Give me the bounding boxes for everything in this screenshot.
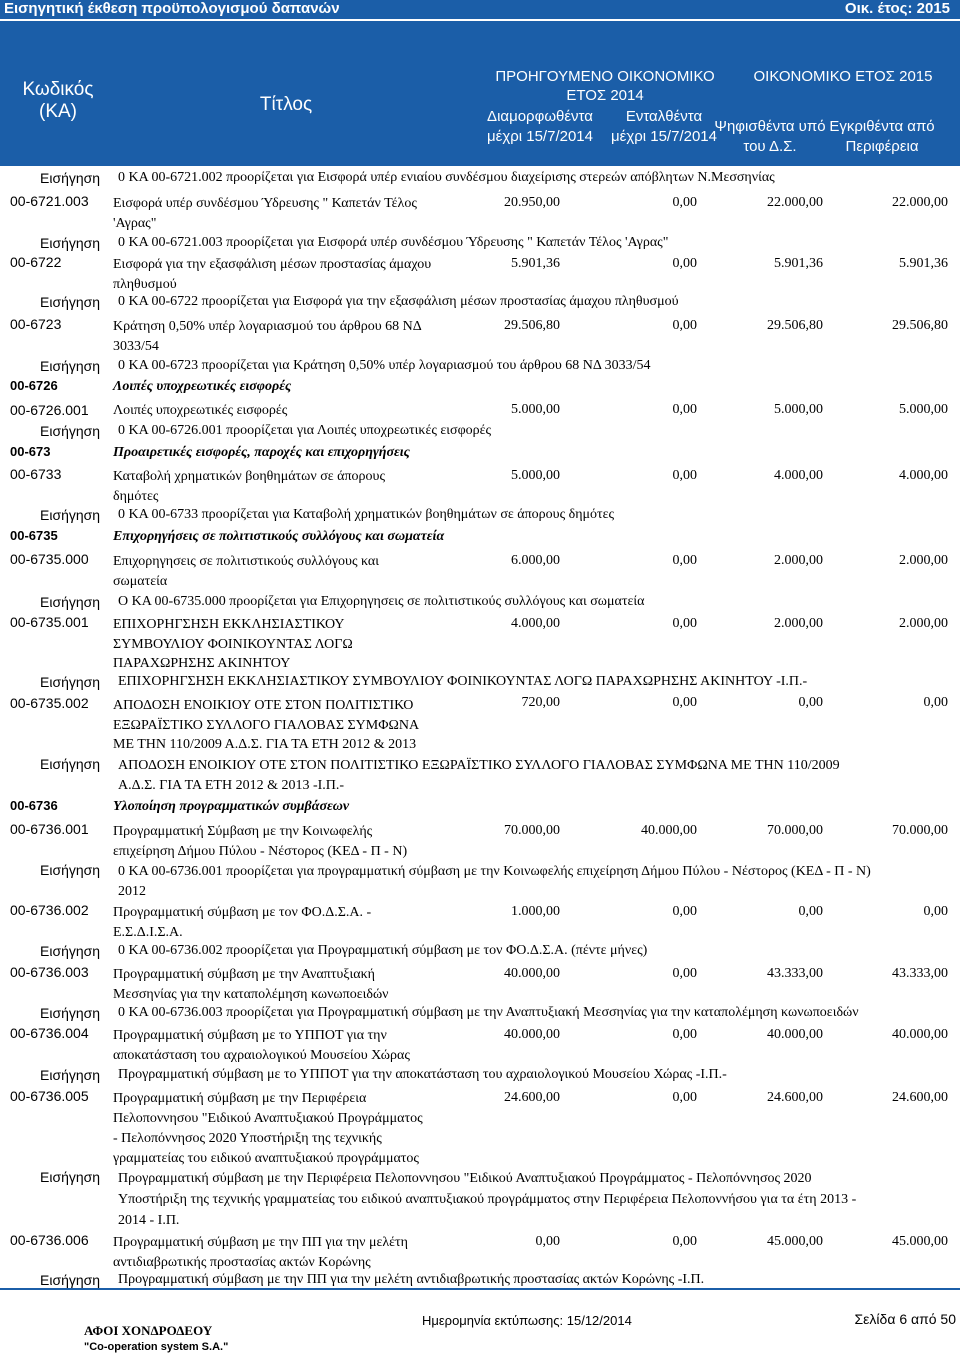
row-code: 00-6735.000 <box>10 551 89 567</box>
value-committed: 0,00 <box>672 195 697 210</box>
value-approved: 0,00 <box>923 904 948 919</box>
row-code: 00-6736.001 <box>10 821 89 837</box>
value-voted: 5.000,00 <box>774 402 823 417</box>
note-label: Εισήγηση <box>40 674 101 690</box>
value-formed: 5.901,36 <box>511 256 560 271</box>
value-committed: 0,00 <box>672 318 697 333</box>
note-label: Εισήγηση <box>40 507 101 523</box>
value-voted: 2.000,00 <box>774 616 823 631</box>
row-title-line2: αντιδιαβρωτικής προστασίας ακτών Κορώνης <box>113 1255 371 1270</box>
note-text-line2: Α.Δ.Σ. ΓΙΑ ΤΑ ΕΤΗ 2012 & 2013 -Ι.Π.- <box>118 778 345 793</box>
category-code: 00-6736 <box>10 798 58 813</box>
col-formed-label-2: μέχρι 15/7/2014 <box>487 128 593 145</box>
note-text: Προγραμματική σύμβαση με την ΠΠ για την μελέτη αντιδιαβρωτικής προστασίας ακτών Κορώνης -Ι.Π. <box>118 1272 705 1287</box>
prev-year-label-1: ΠΡΟΗΓΟΥΜΕΝΟ ΟΙΚΟΝΟΜΙΚΟ <box>495 68 715 85</box>
page-footer <box>0 1288 960 1356</box>
col-approved-header <box>812 117 952 157</box>
row-title: ΕΠΙΧΟΡΗΓΣΗΣΗ ΕΚΚΛΗΣΙΑΣΤΙΚΟΥ <box>113 617 345 632</box>
col-approved-label-2: Περιφέρεια <box>845 138 919 155</box>
note-text: 0 ΚΑ 00-6723 προορίζεται για Κράτηση 0,50% υπέρ λογαριασμού του άρθρου 68 ΝΔ 3033/54 <box>118 358 651 373</box>
value-voted: 22.000,00 <box>767 195 823 210</box>
row-code: 00-6736.003 <box>10 964 89 980</box>
row-code: 00-6723 <box>10 316 62 332</box>
row-title-line3: - Πελοπόννησος 2020 Υποστήριξη της τεχνικής <box>113 1131 382 1146</box>
value-approved: 45.000,00 <box>892 1234 948 1249</box>
category-code: 00-673 <box>10 444 51 459</box>
row-title: Προγραμματική σύμβαση με την Αναπτυξιακή <box>113 967 376 982</box>
company-name: ΑΦΟΙ ΧΟΝΔΡΟΔΕΟΥ <box>84 1323 213 1338</box>
note-text: 0 ΚΑ 00-6736.003 προορίζεται για Προγραμματική σύμβαση με την Αναπτυξιακή Μεσσηνίας για την καταπολέμηση κωνωποειδών <box>118 1005 859 1020</box>
table-header <box>0 21 960 166</box>
value-committed: 0,00 <box>672 468 697 483</box>
note-label: Εισήγηση <box>40 358 101 374</box>
col-formed-header <box>470 107 610 147</box>
col-approved-label-1: Εγκριθέντα από <box>829 118 935 135</box>
row-title: Εισφορά υπέρ συνδέσμου Ύδρευσης " Καπετάν Τέλος <box>113 196 417 211</box>
row-title: Προγραμματική Σύμβαση με την Κοινωφελής <box>113 824 373 839</box>
value-committed: 0,00 <box>672 402 697 417</box>
value-approved: 24.600,00 <box>892 1090 948 1105</box>
report-title: Εισηγητική έκθεση προϋπολογισμού δαπανών <box>4 0 340 17</box>
row-code: 00-6726.001 <box>10 402 89 418</box>
row-code: 00-6733 <box>10 466 62 482</box>
note-label: Εισήγηση <box>40 943 101 959</box>
system-name: "Co-operation system S.A." <box>84 1341 229 1353</box>
value-approved: 43.333,00 <box>892 966 948 981</box>
note-text: 0 ΚΑ 00-6721.003 προορίζεται για Εισφορά υπέρ συνδέσμου Ύδρευσης " Καπετάν Τέλος 'Αγρας" <box>118 235 669 250</box>
value-approved: 0,00 <box>923 695 948 710</box>
note-text: 0 ΚΑ 00-6736.001 προορίζεται για προγραμματική σύμβαση με την Κοινωφελής επιχείρηση Δήμου Πύλου - Νέστορος (ΚΕΔ - Π - Ν) <box>118 864 871 879</box>
note-text: Ο ΚΑ 00-6735.000 προορίζεται για Επιχορηγησεις σε πολιτιστικούς συλλόγους και σωματεία <box>118 594 645 609</box>
value-approved: 29.506,80 <box>892 318 948 333</box>
row-title-line2: Μεσσηνίας για την καταπολέμηση κωνωποειδών <box>113 987 389 1002</box>
row-code: 00-6721.003 <box>10 193 89 209</box>
value-formed: 1.000,00 <box>511 904 560 919</box>
note-text: 0 ΚΑ 00-6733 προορίζεται για Καταβολή χρηματικών βοηθημάτων σε άπορους δημότες <box>118 507 615 522</box>
note-text: Προγραμματική σύμβαση με την Περιφέρεια Πελοποννησου "Ειδικού Αναπτυξιακού Προγράμματος - Πελοπόννησος 2020 <box>118 1171 812 1186</box>
row-title: Προγραμματική σύμβαση με το ΥΠΠΟΤ για την <box>113 1028 387 1043</box>
fiscal-year: Οικ. έτος: 2015 <box>844 0 950 17</box>
col-title-header: Τίτλος <box>259 94 313 115</box>
page-number: Σελίδα 6 από 50 <box>854 1311 956 1327</box>
value-approved: 5.000,00 <box>899 402 948 417</box>
note-label: Εισήγηση <box>40 1169 101 1185</box>
row-code: 00-6735.001 <box>10 614 89 630</box>
value-formed: 20.950,00 <box>504 195 560 210</box>
row-title: Εισφορά για την εξασφάλιση μέσων προστασίας άμαχου <box>113 257 432 272</box>
value-voted: 45.000,00 <box>767 1234 823 1249</box>
row-title: Προγραμματική σύμβαση με την Περιφέρεια <box>113 1091 367 1106</box>
note-text: ΕΠΙΧΟΡΗΓΣΗΣΗ ΕΚΚΛΗΣΙΑΣΤΙΚΟΥ ΣΥΜΒΟΥΛΙΟΥ ΦΟΙΝΙΚΟΥΝΤΑΣ ΛΟΓΩ ΠΑΡΑΧΩΡΗΣΗΣ ΑΚΙΝΗΤΟΥ -Ι.Π.- <box>118 674 808 689</box>
value-committed: 0,00 <box>672 1234 697 1249</box>
row-title: ΑΠΟΔΟΣΗ ΕΝΟΙΚΙΟΥ ΟΤΕ ΣΤΟΝ ΠΟΛΙΤΙΣΤΙΚΟ <box>113 698 414 713</box>
note-label: Εισήγηση <box>40 1005 101 1021</box>
value-committed: 0,00 <box>672 904 697 919</box>
note-text-line2: 2012 <box>118 884 146 899</box>
value-committed: 0,00 <box>672 256 697 271</box>
col-code-header <box>18 79 98 123</box>
row-code: 00-6722 <box>10 254 62 270</box>
note-text-line2: Υποστήριξη της τεχνικής γραμματείας του ειδικού αναπτυξιακού προγράμματος στην Περιφέρεια Πελοποννήσου για τα έτη 2013 - <box>118 1192 857 1207</box>
value-formed: 40.000,00 <box>504 966 560 981</box>
note-label: Εισήγηση <box>40 1067 101 1083</box>
note-label: Εισήγηση <box>40 1272 101 1288</box>
prev-year-label-2: ΕΤΟΣ 2014 <box>566 87 644 104</box>
value-approved: 2.000,00 <box>899 616 948 631</box>
row-title-line4: γραμματείας του ειδικού αναπτυξιακού προγράμματος <box>113 1151 419 1166</box>
col-voted-label-1: Ψηφισθέντα υπό <box>714 118 826 135</box>
row-title-line2: Πελοποννησου "Ειδικού Αναπτυξιακού Προγράμματος <box>113 1111 423 1126</box>
print-date: Ημερομηνία εκτύπωσης: 15/12/2014 <box>422 1313 632 1328</box>
value-voted: 5.901,36 <box>774 256 823 271</box>
row-title-line3: ΠΑΡΑΧΩΡΗΣΗΣ ΑΚΙΝΗΤΟΥ <box>113 656 291 671</box>
value-approved: 2.000,00 <box>899 553 948 568</box>
note-text-line3: 2014 - Ι.Π. <box>118 1213 180 1228</box>
value-voted: 43.333,00 <box>767 966 823 981</box>
value-committed: 0,00 <box>672 616 697 631</box>
value-approved: 70.000,00 <box>892 823 948 838</box>
col-formed-label-1: Διαμορφωθέντα <box>487 108 593 125</box>
value-formed: 70.000,00 <box>504 823 560 838</box>
category-code: 00-6726 <box>10 378 58 393</box>
row-title: Κράτηση 0,50% υπέρ λογαριασμού του άρθρου 68 ΝΔ <box>113 319 422 334</box>
prev-year-header <box>480 67 730 105</box>
row-title-line3: ΜΕ ΤΗΝ 110/2009 Α.Δ.Σ. ΓΙΑ ΤΑ ΕΤΗ 2012 & 2013 <box>113 737 417 752</box>
note-label: Εισήγηση <box>40 423 101 439</box>
value-committed: 40.000,00 <box>641 823 697 838</box>
row-title: Προγραμματική σύμβαση με την ΠΠ για την μελέτη <box>113 1235 408 1250</box>
row-title: Λοιπές υποχρεωτικές εισφορές <box>113 403 288 418</box>
value-approved: 22.000,00 <box>892 195 948 210</box>
row-title-line2: πληθυσμού <box>113 277 177 292</box>
value-approved: 4.000,00 <box>899 468 948 483</box>
value-voted: 29.506,80 <box>767 318 823 333</box>
note-text: 0 ΚΑ 00-6722 προορίζεται για Εισφορά για την εξασφάλιση μέσων προστασίας άμαχου πληθυσμού <box>118 294 679 309</box>
value-formed: 4.000,00 <box>511 616 560 631</box>
row-title-line2: 'Αγρας" <box>113 216 157 231</box>
note-label: Εισήγηση <box>40 756 101 772</box>
note-label: Εισήγηση <box>40 862 101 878</box>
value-committed: 0,00 <box>672 966 697 981</box>
row-title-line2: Ε.Σ.Δ.Ι.Σ.Α. <box>113 925 183 940</box>
row-code: 00-6736.006 <box>10 1232 89 1248</box>
col-code-label-2: (ΚΑ) <box>39 101 77 122</box>
value-formed: 5.000,00 <box>511 402 560 417</box>
col-committed-label-2: μέχρι 15/7/2014 <box>611 128 717 145</box>
footer-divider <box>0 1288 960 1290</box>
row-title: Καταβολή χρηματικών βοηθημάτων σε άπορους <box>113 469 386 484</box>
row-title-line2: ΕΞΩΡΑΪΣΤΙΚΟ ΣΥΛΛΟΓΟ ΓΙΑΛΟΒΑΣ ΣΥΜΦΩΝΑ <box>113 718 420 733</box>
note-text: 0 ΚΑ 00-6736.002 προορίζεται για Προγραμματική σύμβαση με τον ΦΟ.Δ.Σ.Α. (πέντε μήνες) <box>118 943 648 958</box>
value-committed: 0,00 <box>672 1027 697 1042</box>
value-approved: 5.901,36 <box>899 256 948 271</box>
note-text: ΑΠΟΔΟΣΗ ΕΝΟΙΚΙΟΥ ΟΤΕ ΣΤΟΝ ΠΟΛΙΤΙΣΤΙΚΟ ΕΞΩΡΑΪΣΤΙΚΟ ΣΥΛΛΟΓΟ ΓΙΑΛΟΒΑΣ ΣΥΜΦΩΝΑ ΜΕ ΤΗΝ 110/2009 <box>118 758 840 773</box>
value-voted: 0,00 <box>798 904 823 919</box>
value-voted: 0,00 <box>798 695 823 710</box>
value-voted: 24.600,00 <box>767 1090 823 1105</box>
row-code: 00-6735.002 <box>10 695 89 711</box>
category-title: Επιχορηγήσεις σε πολιτιστικούς συλλόγους και σωματεία <box>113 529 445 544</box>
row-title-line2: δημότες <box>113 489 159 504</box>
col-code-label-1: Κωδικός <box>22 79 94 100</box>
category-title: Προαιρετικές εισφορές, παροχές και επιχορηγήσεις <box>113 445 410 460</box>
row-title-line2: 3033/54 <box>113 339 159 354</box>
value-formed: 5.000,00 <box>511 468 560 483</box>
value-formed: 24.600,00 <box>504 1090 560 1105</box>
row-title-line2: αποκατάσταση του αχραιολογικού Μουσείου Χώρας <box>113 1048 410 1063</box>
row-title: Προγραμματική σύμβαση με τον ΦΟ.Δ.Σ.Α. - <box>113 905 372 920</box>
value-formed: 6.000,00 <box>511 553 560 568</box>
row-title-line2: ΣΥΜΒΟΥΛΙΟΥ ΦΟΙΝΙΚΟΥΝΤΑΣ ΛΟΓΩ <box>113 637 353 652</box>
row-title-line2: σωματεία <box>113 574 168 589</box>
value-voted: 2.000,00 <box>774 553 823 568</box>
note-text: 0 ΚΑ 00-6721.002 προορίζεται για Εισφορά υπέρ ενιαίου συνδέσμου διαχείρισης στερεών απόβλητων Ν.Μεσσηνίας <box>118 170 775 185</box>
note-label: Εισήγηση <box>40 170 101 186</box>
category-title: Λοιπές υποχρεωτικές εισφορές <box>113 379 292 394</box>
category-code: 00-6735 <box>10 528 58 543</box>
value-formed: 40.000,00 <box>504 1027 560 1042</box>
cur-year-header: ΟΙΚΟΝΟΜΙΚΟ ΕΤΟΣ 2015 <box>753 68 933 85</box>
value-formed: 720,00 <box>521 695 560 710</box>
table-body <box>0 166 960 1288</box>
row-title-line2: επιχείρηση Δήμου Πύλου - Νέστορος (ΚΕΔ - Π - Ν) <box>113 844 408 859</box>
category-title: Υλοποίηση προγραμματικών συμβάσεων <box>113 799 350 814</box>
report-title-bar <box>0 0 960 19</box>
value-voted: 4.000,00 <box>774 468 823 483</box>
row-title: Επιχορηγησεις σε πολιτιστικούς συλλόγους και <box>113 554 380 569</box>
row-code: 00-6736.002 <box>10 902 89 918</box>
note-label: Εισήγηση <box>40 594 101 610</box>
value-formed: 29.506,80 <box>504 318 560 333</box>
value-committed: 0,00 <box>672 553 697 568</box>
note-label: Εισήγηση <box>40 294 101 310</box>
row-code: 00-6736.004 <box>10 1025 89 1041</box>
note-text: Προγραμματική σύμβαση με το ΥΠΠΟΤ για την αποκατάσταση του αχραιολογικού Μουσείου Χώρας -Ι.Π.- <box>118 1067 727 1082</box>
value-committed: 0,00 <box>672 1090 697 1105</box>
value-voted: 70.000,00 <box>767 823 823 838</box>
note-text: 0 ΚΑ 00-6726.001 προορίζεται για Λοιπές υποχρεωτικές εισφορές <box>118 423 492 438</box>
col-voted-label-2: του Δ.Σ. <box>743 138 797 155</box>
col-committed-label-1: Ενταλθέντα <box>625 108 703 125</box>
note-label: Εισήγηση <box>40 235 101 251</box>
value-approved: 40.000,00 <box>892 1027 948 1042</box>
value-formed: 0,00 <box>535 1234 560 1249</box>
value-voted: 40.000,00 <box>767 1027 823 1042</box>
value-committed: 0,00 <box>672 695 697 710</box>
row-code: 00-6736.005 <box>10 1088 89 1104</box>
